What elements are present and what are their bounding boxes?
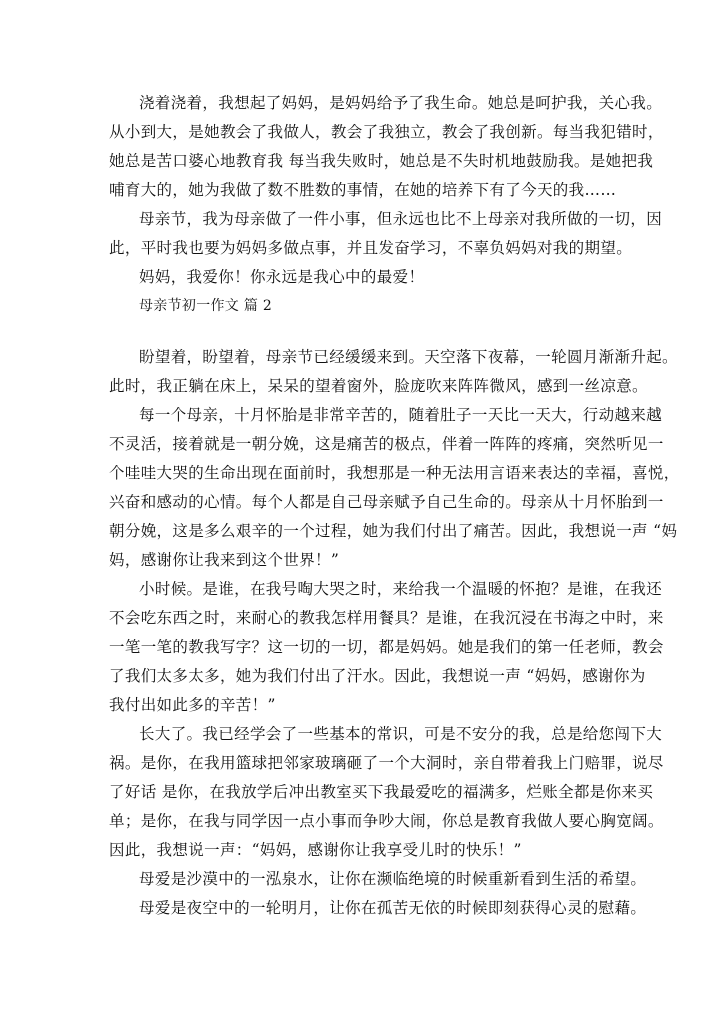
paragraph-6-line-5: 我付出如此多的辛苦！” [109, 696, 276, 714]
paragraph-7-line-2: 祸。是你，在我用篮球把邻家玻璃砸了一个大洞时，亲自带着我上门赔罪，说尽 [109, 754, 664, 772]
paragraph-5-line-6: 妈，感谢你让我来到这个世界！” [109, 551, 340, 569]
paragraph-4-line-2: 此时，我正躺在床上，呆呆的望着窗外，脸庞吹来阵阵微风，感到一丝凉意。 [109, 377, 648, 395]
paragraph-5-line-3: 个哇哇大哭的生命出现在面前时，我想那是一种无法用言语来表达的幸福，喜悦， [109, 464, 680, 482]
paragraph-7-line-4: 单；是你，在我与同学因一点小事而争吵大闹，你总是教育我做人要心胸宽阔。 [109, 812, 664, 830]
paragraph-5-line-5: 朝分娩，这是多么艰辛的一个过程，她为我们付出了痛苦。因此，我想说一声 “妈 [109, 522, 678, 540]
paragraph-1-line-2: 从小到大，是她教会了我做人，教会了我独立，教会了我创新。每当我犯错时， [109, 123, 664, 141]
paragraph-7-line-5: 因此，我想说一声：“妈妈，感谢你让我享受儿时的快乐！” [109, 841, 522, 859]
paragraph-2-line-1: 母亲节，我为母亲做了一件小事，但永远也比不上母亲对我所做的一切，因 [139, 210, 663, 228]
paragraph-9-line-1: 母爱是夜空中的一轮明月，让你在孤苦无依的时候即刻获得心灵的慰藉。 [139, 899, 647, 917]
paragraph-3-line-1: 妈妈，我爱你！你永远是我心中的最爱！ [139, 268, 425, 286]
paragraph-5-line-4: 兴奋和感动的心情。每个人都是自己母亲赋予自己生命的。母亲从十月怀胎到一 [109, 493, 664, 511]
paragraph-8-line-1: 母爱是沙漠中的一泓泉水，让你在濒临绝境的时候重新看到生活的希望。 [139, 870, 647, 888]
paragraph-7-line-3: 了好话 是你，在我放学后冲出教室买下我最爱吃的福满多，烂账全都是你来买 [109, 783, 654, 801]
paragraph-1-line-3: 她总是苦口婆心地教育我 每当我失败时，她总是不失时机地鼓励我。是她把我 [109, 152, 654, 170]
paragraph-7-line-1: 长大了。我已经学会了一些基本的常识，可是不安分的我，总是给您闯下大 [139, 725, 663, 743]
paragraph-4-line-1: 盼望着，盼望着，母亲节已经缓缓来到。天空落下夜幕，一轮圆月渐渐升起。 [139, 348, 678, 366]
paragraph-1-line-1: 浇着浇着，我想起了妈妈，是妈妈给予了我生命。她总是呵护我，关心我。 [139, 94, 663, 112]
paragraph-5-line-1: 每一个母亲，十月怀胎是非常辛苦的，随着肚子一天比一天大，行动越来越 [139, 406, 663, 424]
paragraph-6-line-3: 一笔一笔的教我写字？这一切的一切，都是妈妈。她是我们的第一任老师，教会 [109, 638, 664, 656]
paragraph-6-line-4: 了我们太多太多，她为我们付出了汗水。因此，我想说一声 “妈妈，感谢你为 [109, 667, 646, 685]
paragraph-1-line-4: 哺育大的，她为我做了数不胜数的事情，在她的培养下有了今天的我…… [109, 181, 617, 199]
paragraph-6-line-1: 小时候。是谁，在我号啕大哭之时，来给我一个温暖的怀抱？是谁，在我还 [139, 580, 663, 598]
paragraph-6-line-2: 不会吃东西之时，来耐心的教我怎样用餐具？是谁，在我沉浸在书海之中时，来 [109, 609, 664, 627]
paragraph-2-line-2: 此，平时我也要为妈妈多做点事，并且发奋学习，不辜负妈妈对我的期望。 [109, 239, 633, 257]
section-title: 母亲节初一作文 篇 2 [139, 298, 273, 314]
paragraph-5-line-2: 不灵活，接着就是一朝分娩，这是痛苦的极点，伴着一阵阵的疼痛，突然听见一 [109, 435, 664, 453]
